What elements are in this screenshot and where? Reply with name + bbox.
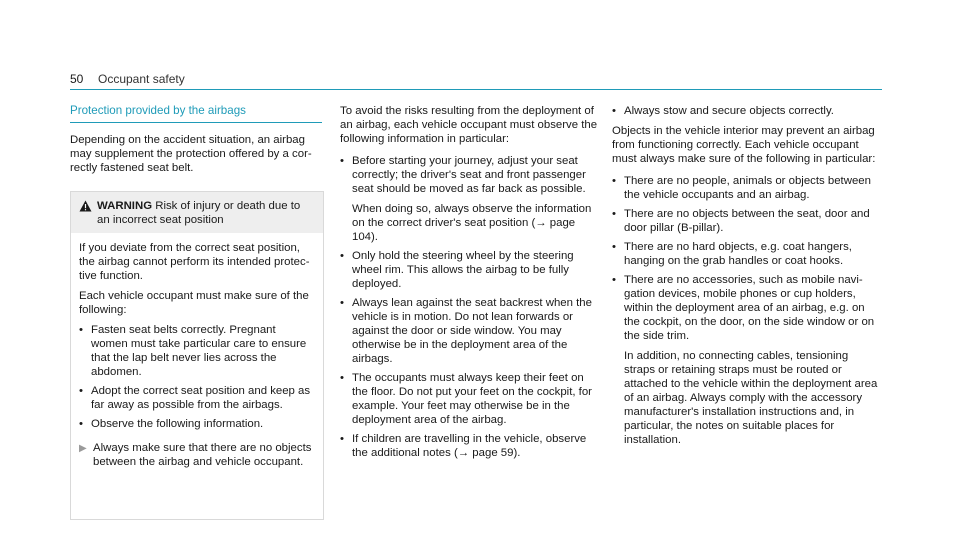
note-block [79, 441, 315, 469]
list-item: • Always lean against the seat backrest when the vehicle is in motion. Do not lean forwards or against the door or side window. You may otherwise be in the deployment area of the airbags. [340, 297, 592, 365]
bullet-icon: • [340, 297, 344, 309]
bullet-icon: • [340, 250, 344, 262]
bullet-icon: • [612, 274, 616, 286]
list-item: • If children are travelling in the vehicle, observe the additional notes (→ page 59). [340, 433, 587, 459]
bullet-icon: • [340, 433, 344, 445]
intro-paragraph: Depending on the accident situation, an airbag may supplement the protection offered by a correctly fastened seat belt. [70, 134, 312, 174]
list-item: • The occupants must always keep their feet on the floor. Do not put your feet on the cockpit, for example. Your feet may otherwise be in the deployment area of the airbag. [340, 372, 592, 426]
list-item: • Before starting your journey, adjust your seat correctly; the driver's seat and front passenger seat should be moved as far back as possible. When doing so, always observe the information on the correct driver's seat position (→ page 104). [340, 154, 600, 244]
warning-triangle-icon [79, 200, 97, 227]
bullet-icon: • [79, 385, 83, 397]
list-item: • There are no accessories, such as mobile navigation devices, mobile phones or cup holders, within the deployment area of an airbag, e.g. on the cockpit, on the door, on the side window or on the side trim. In addition, no connecting cables, tensioning straps or retaining straps must be routed or attached to the vehicle within the deployment area of an airbag. Always comply with the accessory manufacturer's installation instructions and, in particular, the notes on suitable places for installation. [612, 273, 882, 447]
warning-list [79, 323, 315, 431]
list-item: • Fasten seat belts correctly. Pregnant women must take particular care to ensure that the lap belt never lies across the abdomen. [79, 324, 307, 378]
list-item: • There are no people, animals or objects between the vehicle occupants and an airbag. [612, 175, 871, 201]
info-list [340, 154, 600, 460]
warning-box [70, 191, 324, 520]
warning-paragraph: If you deviate from the correct seat position, the airbag cannot perform its intended protective function. [79, 242, 310, 282]
list-item: • There are no hard objects, e.g. coat hangers, hanging on the grab handles or coat hooks. [612, 241, 852, 267]
section-title: Protection provided by the airbags [70, 104, 246, 117]
list-item: • Always stow and secure objects correctly. [612, 105, 834, 117]
list-item: • Observe the following information. [79, 418, 264, 430]
bullet-icon: • [340, 155, 344, 167]
page-number: 50 [70, 72, 84, 86]
warning-paragraph: Each vehicle occupant must make sure of the following: [79, 290, 309, 316]
warning-header [71, 192, 323, 233]
intro-paragraph: Objects in the vehicle interior may prevent an airbag from functioning correctly. Each vehicle occupant must always make sure of the following in particular: [612, 125, 876, 165]
list-item: • There are no objects between the seat, door and door pillar (B-pillar). [612, 208, 870, 234]
bullet-icon: • [612, 241, 616, 253]
bullet-icon: • [612, 208, 616, 220]
bullet-icon: • [612, 105, 616, 117]
column-2 [340, 104, 600, 466]
warning-label: WARNING [97, 200, 153, 212]
column-1 [70, 104, 322, 520]
info-list [612, 174, 882, 447]
list-item-note: When doing so, always observe the information on the correct driver's seat position (→ page 104). [352, 203, 592, 243]
note-text: Always make sure that there are no objects between the airbag and vehicle occupant. [93, 442, 312, 468]
info-list [612, 104, 882, 118]
section-name: Occupant safety [98, 72, 185, 86]
note-arrow-icon: ▶ [79, 443, 87, 454]
warning-body [71, 233, 323, 473]
list-item-note: In addition, no connecting cables, tensioning straps or retaining straps must be routed or attached to the vehicle within the deployment area of an airbag. Always comply with the accessory manufacturer's installation instructions and, in particular, the notes on suitable places for installation. [624, 350, 878, 446]
section-title-rule [70, 122, 322, 123]
intro-paragraph: To avoid the risks resulting from the deployment of an airbag, each vehicle occupant must observe the following information in particular: [340, 105, 598, 145]
list-item: • Adopt the correct seat position and keep as far away as possible from the airbags. [79, 385, 311, 411]
bullet-icon: • [612, 175, 616, 187]
list-item: • Only hold the steering wheel by the steering wheel rim. This allows the airbag to be fully deployed. [340, 250, 574, 290]
bullet-icon: • [79, 324, 83, 336]
warning-text: Risk of injury or death due to an incorrect seat position [97, 200, 301, 226]
bullet-icon: • [340, 372, 344, 384]
page-header [70, 72, 882, 88]
header-rule [70, 89, 882, 90]
column-3 [612, 104, 882, 453]
bullet-icon: • [79, 418, 83, 430]
